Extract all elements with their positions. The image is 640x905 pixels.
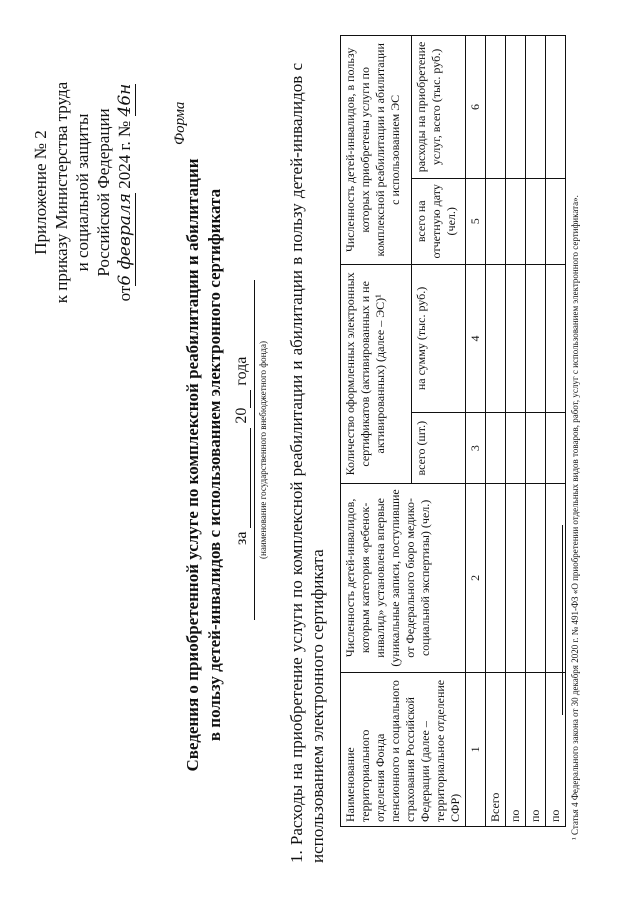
row-label: по [506, 672, 526, 826]
header-certificates-sum: на сумму (тыс. руб.) [411, 264, 465, 413]
column-number: 6 [466, 36, 486, 179]
header-children-count: Численность детей-инвалидов, которым категория «ребенок-инвалид» установлена впервые (уникальные записи, поступившие от Федерального бюро медико-социальной экспертизы) (чел.) [341, 484, 466, 673]
table-cell [546, 413, 566, 484]
header-territorial-office: Наименование территориального отделения Фонда пенсионного и социального страхования Российской Федерации (далее – территориальное отделение СФР) [341, 672, 466, 826]
period-blank-2 [232, 390, 251, 408]
table-header-row-1 [341, 36, 412, 827]
table-cell [506, 484, 526, 673]
table-cell [506, 36, 526, 179]
row-label: Всего [486, 672, 506, 826]
period-suffix: года [233, 356, 250, 386]
column-number: 3 [466, 413, 486, 484]
title-line-2: в пользу детей-инвалидов с использованием электронного сертификата [205, 188, 224, 742]
column-number: 2 [466, 484, 486, 673]
handwritten-date: 6 февраля [115, 193, 135, 286]
table-cell [526, 264, 546, 413]
header-certificates: Количество оформленных электронных сертификатов (активированных и не активированных) (далее – ЭС)¹ [341, 264, 412, 483]
table-cell [486, 36, 506, 179]
column-number: 5 [466, 178, 486, 264]
document-title [182, 85, 226, 845]
footnote: ¹ Статья 4 Федерального закона от 30 декабря 2020 г. № 491-ФЗ «О приобретении отдельных видов товаров, работ, услуг с использованием электронного сертификата». [570, 195, 580, 840]
date-year: 2024 г. № [115, 120, 134, 189]
header-expenses-total: расходы на приобретение услуг, всего (тыс. руб.) [411, 36, 465, 179]
table-cell [486, 264, 506, 413]
appendix-line-1: к приказу Министерства труда [52, 81, 71, 304]
table-row [526, 36, 546, 827]
fund-name-caption: (наименование государственного внебюджетного фонда) [258, 341, 268, 559]
table-cell [486, 413, 506, 484]
appendix-line-2: и социальной защиты [73, 113, 92, 272]
appendix-date-line [114, 80, 136, 305]
table-cell [486, 178, 506, 264]
column-number: 1 [466, 672, 486, 826]
column-number-row [466, 36, 486, 827]
form-label: Форма [172, 101, 188, 145]
header-children-served: Численность детей-инвалидов, в пользу которых приобретены услуги по комплексной реабилитации и абилитации с использованием ЭС [341, 36, 412, 265]
period-prefix: за [233, 531, 250, 545]
handwritten-order-number: 46н [115, 83, 135, 117]
date-prefix: от [115, 285, 134, 302]
table-cell [526, 36, 546, 179]
header-children-total: всего на отчетную дату (чел.) [411, 178, 465, 264]
table-cell [506, 413, 526, 484]
table-cell [506, 264, 526, 413]
title-line-1: Сведения о приобретенной услуге по комплексной реабилитации и абилитации [183, 158, 202, 772]
header-certificates-total: всего (шт.) [411, 413, 465, 484]
column-number: 4 [466, 264, 486, 413]
table-cell [546, 36, 566, 179]
section-1-heading: 1. Расходы на приобретение услуги по комплексной реабилитации и абилитации в пользу детей-инвалидов с использованием электронного сертификата [287, 63, 327, 863]
table-cell [526, 413, 546, 484]
period-blank-1 [232, 428, 251, 528]
expenses-table [340, 35, 566, 827]
appendix-header [30, 80, 136, 305]
table-cell [526, 178, 546, 264]
table-cell [506, 178, 526, 264]
table-cell [546, 178, 566, 264]
row-label: по [546, 672, 566, 826]
fund-name-line [254, 280, 255, 620]
table-row [486, 36, 506, 827]
table-cell [526, 484, 546, 673]
table-cell [486, 484, 506, 673]
reporting-period [232, 357, 251, 545]
appendix-number: Приложение № 2 [31, 130, 50, 255]
table-cell [546, 264, 566, 413]
period-mid: 20 [233, 407, 250, 424]
appendix-line-3: Российской Федерации [94, 108, 113, 277]
table-row [506, 36, 526, 827]
row-label: по [526, 672, 546, 826]
footnote-separator [562, 525, 563, 715]
